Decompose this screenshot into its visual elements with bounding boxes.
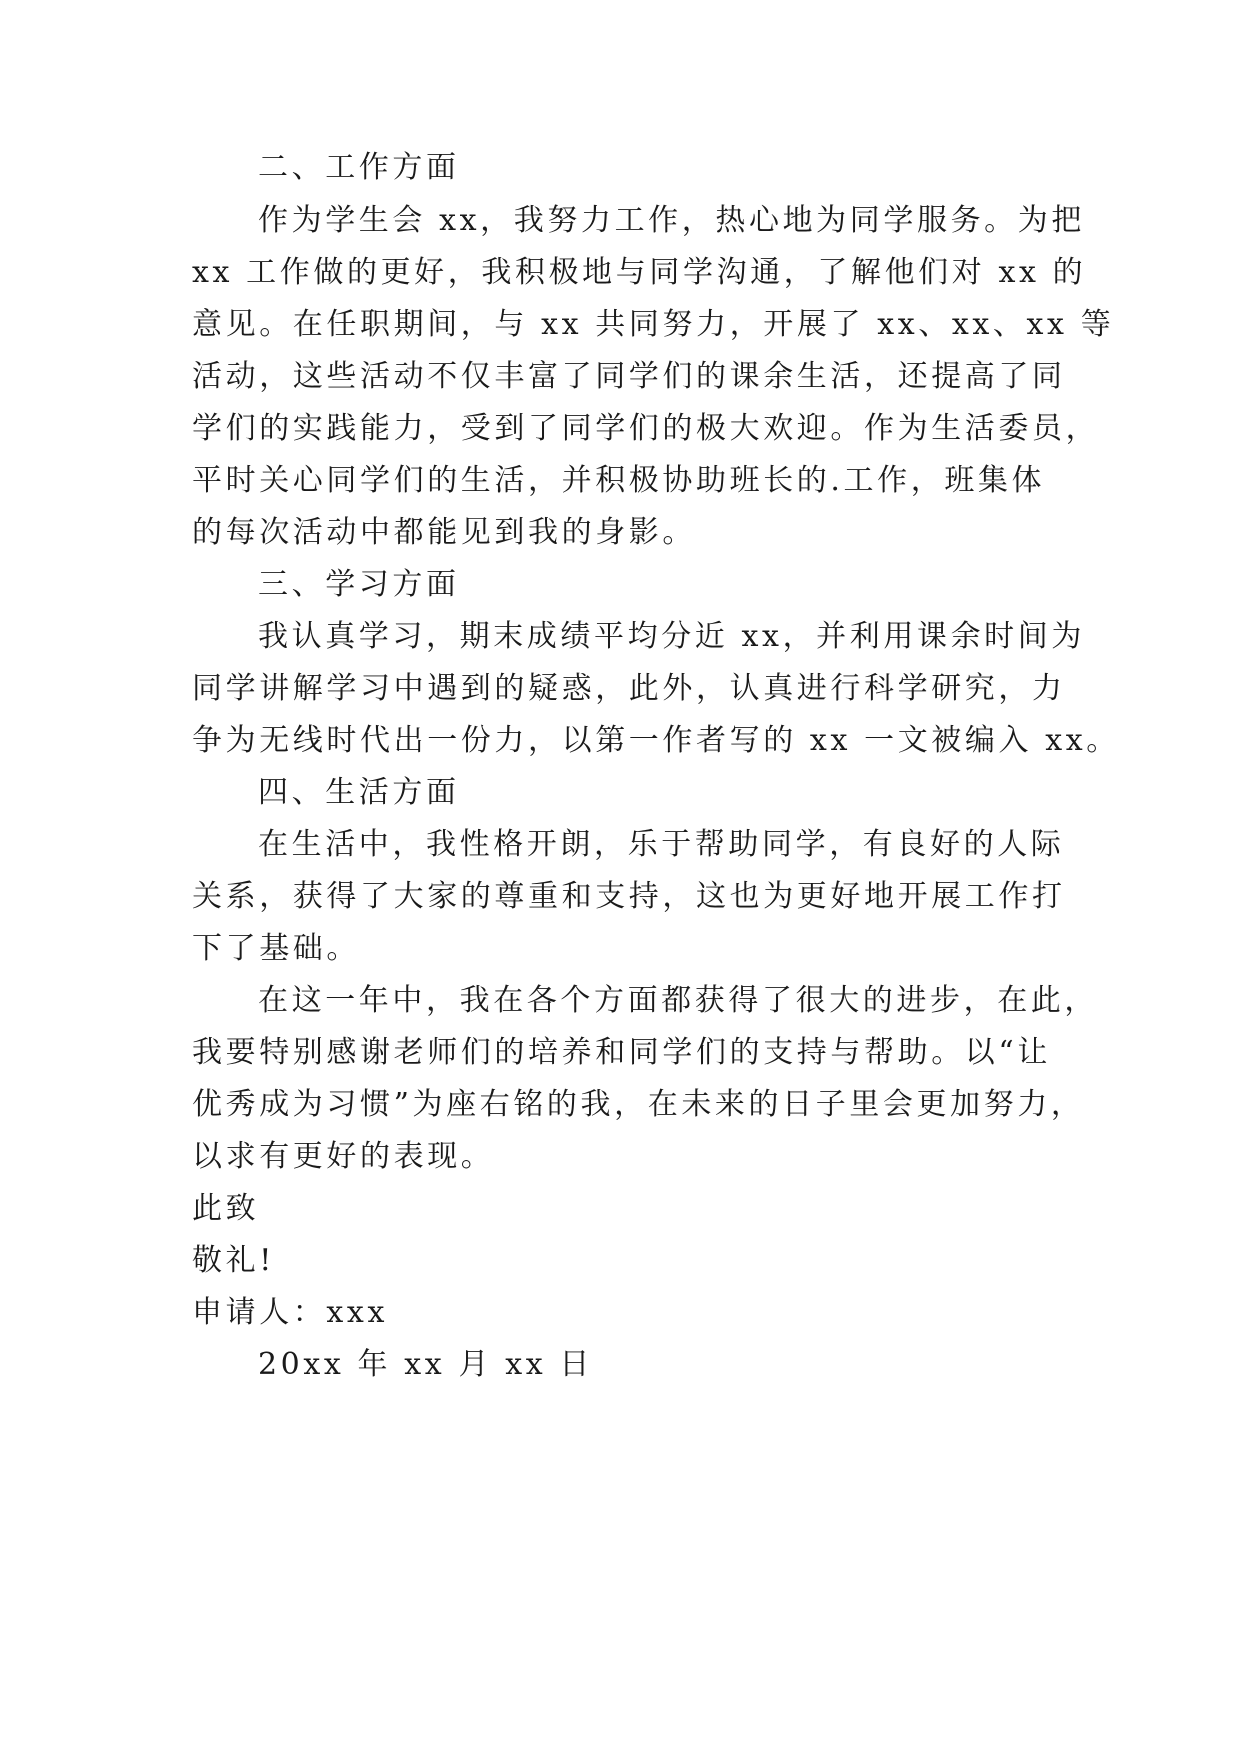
paragraph-line: 活动，这些活动不仅丰富了同学们的课余生活，还提高了同 [192, 359, 1066, 394]
paragraph-line: 我认真学习，期末成绩平均分近 xx，并利用课余时间为 [258, 619, 1085, 654]
paragraph-line: 学们的实践能力，受到了同学们的极大欢迎。作为生活委员， [192, 411, 1100, 446]
section-heading-life: 四、生活方面 [258, 775, 460, 810]
paragraph-line: 的每次活动中都能见到我的身影。 [192, 515, 696, 550]
document-date: 20xx 年 xx 月 xx 日 [258, 1347, 593, 1382]
paragraph-line: 同学讲解学习中遇到的疑惑，此外，认真进行科学研究，力 [192, 671, 1066, 706]
paragraph-line: 在这一年中，我在各个方面都获得了很大的进步，在此， [258, 983, 1098, 1018]
applicant-signature: 申请人：xxx [192, 1295, 388, 1330]
section-heading-work: 二、工作方面 [258, 150, 460, 185]
paragraph-line: 在生活中，我性格开朗，乐于帮助同学，有良好的人际 [258, 827, 1065, 862]
section-heading-study: 三、学习方面 [258, 567, 460, 602]
paragraph-line: 作为学生会 xx，我努力工作，热心地为同学服务。为把 [258, 203, 1085, 238]
closing-salutation: 此致 [192, 1191, 260, 1226]
paragraph-line: 优秀成为习惯”为座右铭的我，在未来的日子里会更加努力， [192, 1087, 1085, 1122]
paragraph-line: 关系，获得了大家的尊重和支持，这也为更好地开展工作打 [192, 879, 1066, 914]
paragraph-line: 争为无线时代出一份力，以第一作者写的 xx 一文被编入 xx。 [192, 723, 1120, 758]
paragraph-line: 下了基础。 [192, 931, 360, 966]
paragraph-line: 意见。在任职期间，与 xx 共同努力，开展了 xx、xx、xx 等 [192, 307, 1115, 342]
paragraph-line: 我要特别感谢老师们的培养和同学们的支持与帮助。以“让 [192, 1035, 1051, 1070]
paragraph-line: 平时关心同学们的生活，并积极协助班长的.工作，班集体 [192, 463, 1046, 498]
paragraph-line: 以求有更好的表现。 [192, 1139, 495, 1174]
paragraph-line: xx 工作做的更好，我积极地与同学沟通，了解他们对 xx 的 [192, 255, 1087, 290]
closing-regards: 敬礼! [192, 1243, 275, 1278]
